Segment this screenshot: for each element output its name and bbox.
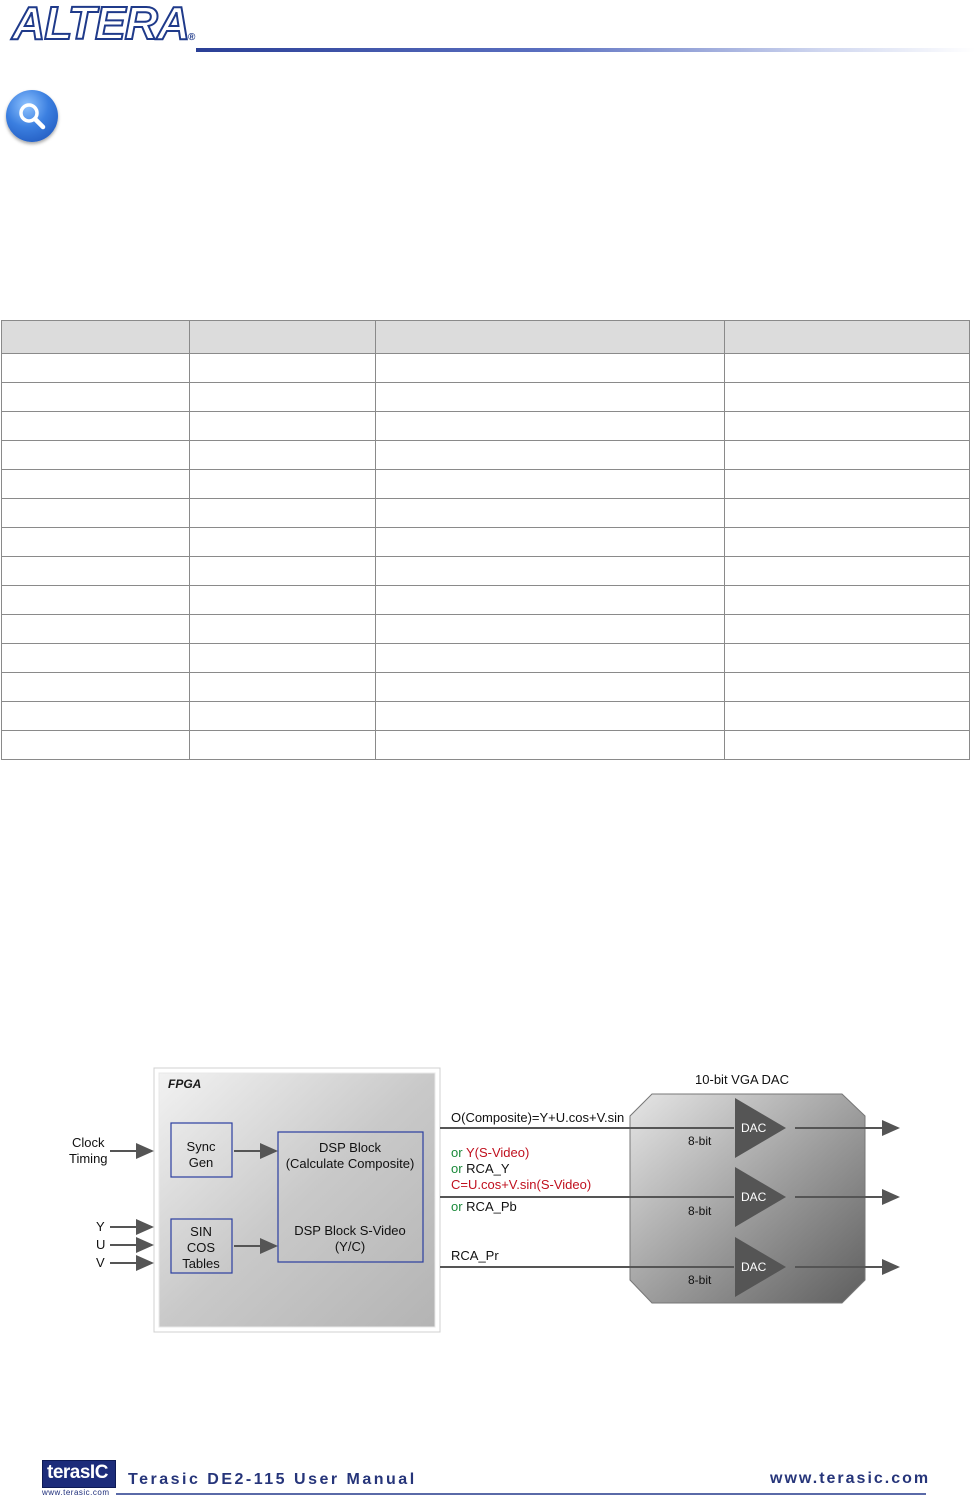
table-row (2, 441, 970, 470)
svg-text:8-bit: 8-bit (688, 1204, 712, 1218)
svg-text:(Calculate Composite): (Calculate Composite) (285, 1156, 415, 1171)
table-header-cell (376, 321, 725, 354)
terasic-logo: terasIC (42, 1460, 116, 1488)
altera-logo: ALTERA (12, 0, 190, 49)
table-cell (190, 731, 376, 760)
table-cell (190, 499, 376, 528)
table-cell (2, 557, 190, 586)
table-cell (2, 383, 190, 412)
table-cell (190, 702, 376, 731)
table-cell (725, 644, 970, 673)
table-cell (376, 441, 725, 470)
page-footer (0, 1455, 975, 1500)
table-row (2, 702, 970, 731)
table-cell (376, 354, 725, 383)
dac-title: 10-bit VGA DAC (695, 1072, 789, 1087)
page-header (0, 0, 975, 62)
table-cell (376, 557, 725, 586)
svg-text:(Y/C): (Y/C) (334, 1239, 366, 1254)
table-header-cell (725, 321, 970, 354)
table-cell (376, 615, 725, 644)
table-header-cell (2, 321, 190, 354)
table-row (2, 354, 970, 383)
table-cell (725, 731, 970, 760)
svg-text:DAC: DAC (741, 1121, 767, 1135)
data-table (1, 320, 970, 760)
table-cell (2, 470, 190, 499)
svg-text:Tables: Tables (182, 1256, 220, 1271)
table-row (2, 586, 970, 615)
table-cell (2, 441, 190, 470)
table-row (2, 615, 970, 644)
table-header-row (2, 321, 970, 354)
table-cell (376, 470, 725, 499)
table-cell (725, 557, 970, 586)
table-row (2, 644, 970, 673)
composite-signal-label: O(Composite)=Y+U.cos+V.sin (451, 1110, 625, 1125)
footer-title: Terasic DE2-115 User Manual (128, 1471, 417, 1488)
table-cell (190, 441, 376, 470)
table-row (2, 528, 970, 557)
table-cell (190, 354, 376, 383)
table-cell (376, 412, 725, 441)
table-cell (190, 673, 376, 702)
table-cell (190, 412, 376, 441)
magnifier-icon (6, 90, 58, 142)
input-u-label: U (96, 1237, 106, 1252)
table-cell (376, 731, 725, 760)
table-cell (2, 702, 190, 731)
table-cell (376, 383, 725, 412)
header-rule (196, 48, 975, 52)
table-cell (190, 586, 376, 615)
table-cell (725, 412, 970, 441)
rca-y-label: or RCA_Y (451, 1161, 510, 1176)
table-cell (725, 354, 970, 383)
table-header-cell (190, 321, 376, 354)
table-row (2, 383, 970, 412)
table-row (2, 731, 970, 760)
input-v-label: V (96, 1255, 105, 1270)
svideo-y-label: or Y(S-Video) (451, 1145, 530, 1160)
fpga-label: FPGA (168, 1077, 202, 1091)
table-cell (725, 586, 970, 615)
table-cell (376, 673, 725, 702)
rca-pb-label: or RCA_Pb (451, 1199, 517, 1214)
table-cell (725, 528, 970, 557)
table-cell (2, 499, 190, 528)
table-row (2, 499, 970, 528)
svideo-c-label: C=U.cos+V.sin(S-Video) (451, 1177, 592, 1192)
rca-pr-label: RCA_Pr (451, 1248, 499, 1263)
footer-rule (116, 1493, 926, 1495)
svg-text:COS: COS (186, 1240, 216, 1255)
table-cell (725, 702, 970, 731)
svg-text:DSP Block: DSP Block (319, 1140, 381, 1155)
table-cell (725, 470, 970, 499)
tv-encoder-diagram (60, 1060, 920, 1350)
svg-text:Gen: Gen (188, 1155, 214, 1170)
table-cell (2, 354, 190, 383)
registered-mark: ® (188, 32, 196, 43)
svg-text:DAC: DAC (741, 1190, 767, 1204)
table-cell (190, 383, 376, 412)
table-row (2, 557, 970, 586)
table-cell (2, 731, 190, 760)
table-cell (190, 644, 376, 673)
input-y-label: Y (96, 1219, 105, 1234)
terasic-logo-url: www.terasic.com (42, 1488, 110, 1497)
table-body (2, 354, 970, 760)
table-row (2, 470, 970, 499)
table-cell (725, 673, 970, 702)
table-cell (2, 412, 190, 441)
table-cell (2, 644, 190, 673)
table-cell (376, 586, 725, 615)
table-row (2, 412, 970, 441)
table-cell (190, 470, 376, 499)
table-cell (725, 615, 970, 644)
table-cell (2, 586, 190, 615)
input-clock-label: Clock (72, 1135, 105, 1150)
table-cell (376, 644, 725, 673)
table-cell (725, 499, 970, 528)
table-row (2, 673, 970, 702)
fpga-box (154, 1068, 440, 1332)
table-cell (2, 615, 190, 644)
svg-text:8-bit: 8-bit (688, 1134, 712, 1148)
svg-text:DAC: DAC (741, 1260, 767, 1274)
table-cell (376, 528, 725, 557)
footer-url[interactable]: www.terasic.com (770, 1470, 931, 1487)
table-cell (190, 557, 376, 586)
svg-text:SIN: SIN (190, 1224, 212, 1239)
table-cell (190, 528, 376, 557)
table-cell (376, 702, 725, 731)
svg-text:8-bit: 8-bit (688, 1273, 712, 1287)
table-cell (2, 528, 190, 557)
svg-text:Sync: Sync (186, 1139, 216, 1154)
table-cell (190, 615, 376, 644)
svg-text:DSP Block S-Video: DSP Block S-Video (294, 1223, 406, 1238)
table-cell (376, 499, 725, 528)
table-cell (725, 383, 970, 412)
table-cell (2, 673, 190, 702)
table-cell (725, 441, 970, 470)
input-timing-label: Timing (69, 1151, 108, 1166)
